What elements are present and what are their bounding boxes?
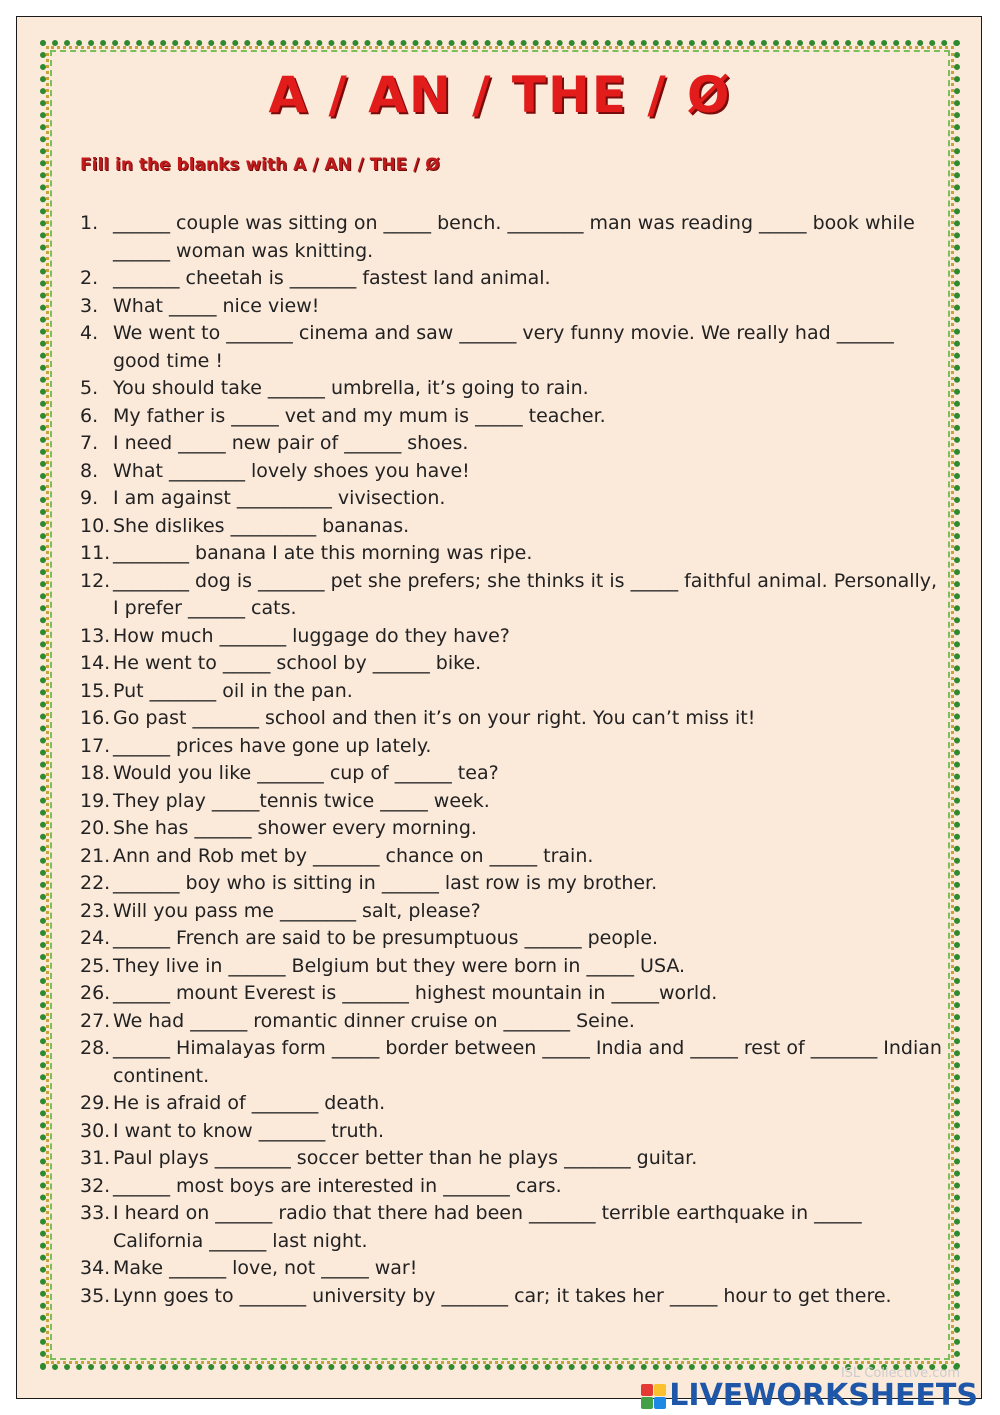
exercise-sentence: My father is _____ vet and my mum is _____ teacher. bbox=[113, 404, 606, 427]
exercise-number: 26. bbox=[80, 982, 111, 1004]
exercise-item bbox=[80, 870, 945, 898]
exercise-sentence: Put _______ oil in the pan. bbox=[113, 679, 353, 702]
exercise-sentence: I heard on ______ radio that there had been _______ terrible earthquake in _____ California ______ last night. bbox=[113, 1202, 862, 1252]
exercise-sentence: He went to _____ school by ______ bike. bbox=[113, 652, 482, 674]
exercise-number: 21. bbox=[80, 844, 111, 867]
exercise-item bbox=[80, 403, 945, 431]
exercise-sentence: _______ cheetah is _______ fastest land animal. bbox=[113, 267, 551, 289]
exercise-sentence: How much _______ luggage do they have? bbox=[113, 624, 510, 647]
exercise-sentence: We went to _______ cinema and saw ______ very funny movie. We really had ______ good time ! bbox=[113, 322, 894, 372]
exercise-item bbox=[80, 458, 945, 486]
exercise-sentence: ______ mount Everest is _______ highest mountain in _____world. bbox=[113, 982, 718, 1004]
exercise-number: 18. bbox=[80, 762, 111, 784]
exercise-number: 11. bbox=[80, 542, 111, 564]
exercise-number: 31. bbox=[80, 1147, 111, 1169]
exercise-item bbox=[80, 1283, 945, 1311]
exercise-sentence: Would you like _______ cup of ______ tea? bbox=[113, 762, 499, 784]
exercise-number: 30. bbox=[80, 1119, 111, 1142]
exercise-item bbox=[80, 485, 945, 513]
exercise-sentence: I need _____ new pair of ______ shoes. bbox=[113, 432, 469, 454]
exercise-sentence: Lynn goes to _______ university by _______ car; it takes her _____ hour to get there. bbox=[113, 1284, 892, 1307]
exercise-item bbox=[80, 925, 945, 953]
exercise-item bbox=[80, 293, 945, 321]
exercise-item bbox=[80, 898, 945, 926]
exercise-sentence: Will you pass me ________ salt, please? bbox=[113, 899, 481, 922]
exercise-number: 29. bbox=[80, 1092, 111, 1114]
exercise-sentence: Make ______ love, not _____ war! bbox=[113, 1257, 418, 1279]
exercise-number: 7. bbox=[80, 432, 99, 454]
exercise-number: 1. bbox=[80, 212, 99, 234]
exercise-sentence: ______ most boys are interested in _______ cars. bbox=[113, 1174, 562, 1197]
exercise-sentence: We had ______ romantic dinner cruise on _______ Seine. bbox=[113, 1009, 635, 1032]
exercise-item bbox=[80, 1145, 945, 1173]
exercise-sentence: ______ couple was sitting on _____ bench. ________ man was reading _____ book while ______ woman was knitting. bbox=[113, 212, 915, 262]
exercise-item bbox=[80, 788, 945, 816]
exercise-item bbox=[80, 568, 945, 623]
exercise-number: 28. bbox=[80, 1037, 111, 1059]
exercise-sentence: ________ dog is _______ pet she prefers; she thinks it is _____ faithful animal. Personally, I prefer ______ cats. bbox=[113, 569, 938, 619]
exercise-sentence: ______ Himalayas form _____ border between _____ India and _____ rest of _______ Indian continent. bbox=[113, 1037, 942, 1087]
exercise-item bbox=[80, 733, 945, 761]
exercise-item bbox=[80, 980, 945, 1008]
exercise-item bbox=[80, 815, 945, 843]
exercise-sentence: ______ prices have gone up lately. bbox=[113, 734, 432, 757]
exercise-sentence: Go past _______ school and then it’s on your right. You can’t miss it! bbox=[113, 707, 756, 729]
exercise-sentence: I am against __________ vivisection. bbox=[113, 487, 446, 509]
exercise-number: 22. bbox=[80, 872, 111, 894]
exercise-number: 5. bbox=[80, 377, 99, 399]
exercise-item bbox=[80, 375, 945, 403]
exercise-number: 6. bbox=[80, 404, 99, 427]
exercise-number: 13. bbox=[80, 624, 111, 647]
exercise-list bbox=[80, 210, 945, 1310]
exercise-number: 25. bbox=[80, 954, 111, 977]
exercise-item bbox=[80, 760, 945, 788]
liveworksheets-logo[interactable] bbox=[641, 1378, 978, 1413]
exercise-item bbox=[80, 678, 945, 706]
exercise-item bbox=[80, 1035, 945, 1090]
exercise-item bbox=[80, 1118, 945, 1146]
exercise-number: 8. bbox=[80, 459, 99, 482]
exercise-number: 17. bbox=[80, 734, 111, 757]
exercise-number: 34. bbox=[80, 1257, 111, 1279]
exercise-number: 24. bbox=[80, 927, 111, 949]
exercise-number: 10. bbox=[80, 514, 111, 537]
exercise-item bbox=[80, 210, 945, 265]
exercise-number: 33. bbox=[80, 1202, 111, 1224]
exercise-sentence: She dislikes _________ bananas. bbox=[113, 514, 410, 537]
exercise-number: 2. bbox=[80, 267, 99, 289]
exercise-number: 27. bbox=[80, 1009, 111, 1032]
exercise-number: 35. bbox=[80, 1284, 111, 1307]
exercise-sentence: ______ French are said to be presumptuous ______ people. bbox=[113, 927, 659, 949]
exercise-sentence: They play _____tennis twice _____ week. bbox=[113, 789, 490, 812]
exercise-sentence: She has ______ shower every morning. bbox=[113, 817, 477, 839]
exercise-sentence: He is afraid of _______ death. bbox=[113, 1092, 386, 1114]
exercise-sentence: Paul plays ________ soccer better than he plays _______ guitar. bbox=[113, 1147, 698, 1169]
exercise-sentence: _______ boy who is sitting in ______ last row is my brother. bbox=[113, 872, 658, 894]
exercise-number: 16. bbox=[80, 707, 111, 729]
exercise-item bbox=[80, 430, 945, 458]
logo-squares-icon bbox=[641, 1384, 666, 1409]
exercise-number: 15. bbox=[80, 679, 111, 702]
exercise-item bbox=[80, 705, 945, 733]
exercise-item bbox=[80, 1173, 945, 1201]
exercise-sentence: What ________ lovely shoes you have! bbox=[113, 459, 470, 482]
exercise-sentence: ________ banana I ate this morning was ripe. bbox=[113, 542, 533, 564]
exercise-item bbox=[80, 540, 945, 568]
exercise-number: 12. bbox=[80, 569, 111, 592]
exercise-number: 9. bbox=[80, 487, 99, 509]
exercise-item bbox=[80, 265, 945, 293]
exercise-number: 19. bbox=[80, 789, 111, 812]
exercise-sentence: I want to know _______ truth. bbox=[113, 1119, 385, 1142]
exercise-item bbox=[80, 1008, 945, 1036]
exercise-item bbox=[80, 1255, 945, 1283]
exercise-item bbox=[80, 623, 945, 651]
exercise-item bbox=[80, 513, 945, 541]
worksheet-title: A / AN / THE / Ø bbox=[268, 66, 732, 124]
exercise-sentence: They live in ______ Belgium but they were born in _____ USA. bbox=[113, 954, 686, 977]
exercise-sentence: You should take ______ umbrella, it’s going to rain. bbox=[113, 377, 589, 399]
exercise-number: 32. bbox=[80, 1174, 111, 1197]
brand-name: LIVEWORKSHEETS bbox=[669, 1378, 978, 1413]
exercise-item bbox=[80, 320, 945, 375]
exercise-item bbox=[80, 1200, 945, 1255]
exercise-item bbox=[80, 650, 945, 678]
exercise-item bbox=[80, 953, 945, 981]
exercise-number: 20. bbox=[80, 817, 111, 839]
exercise-sentence: Ann and Rob met by _______ chance on _____ train. bbox=[113, 844, 594, 867]
exercise-sentence: What _____ nice view! bbox=[113, 294, 320, 317]
exercise-number: 14. bbox=[80, 652, 111, 674]
watermark-text: ISL Collective.com bbox=[840, 1366, 960, 1381]
exercise-item bbox=[80, 843, 945, 871]
exercise-number: 23. bbox=[80, 899, 111, 922]
exercise-number: 3. bbox=[80, 294, 99, 317]
instruction-text: Fill in the blanks with A / AN / THE / Ø bbox=[80, 155, 440, 175]
exercise-item bbox=[80, 1090, 945, 1118]
exercise-number: 4. bbox=[80, 322, 99, 344]
